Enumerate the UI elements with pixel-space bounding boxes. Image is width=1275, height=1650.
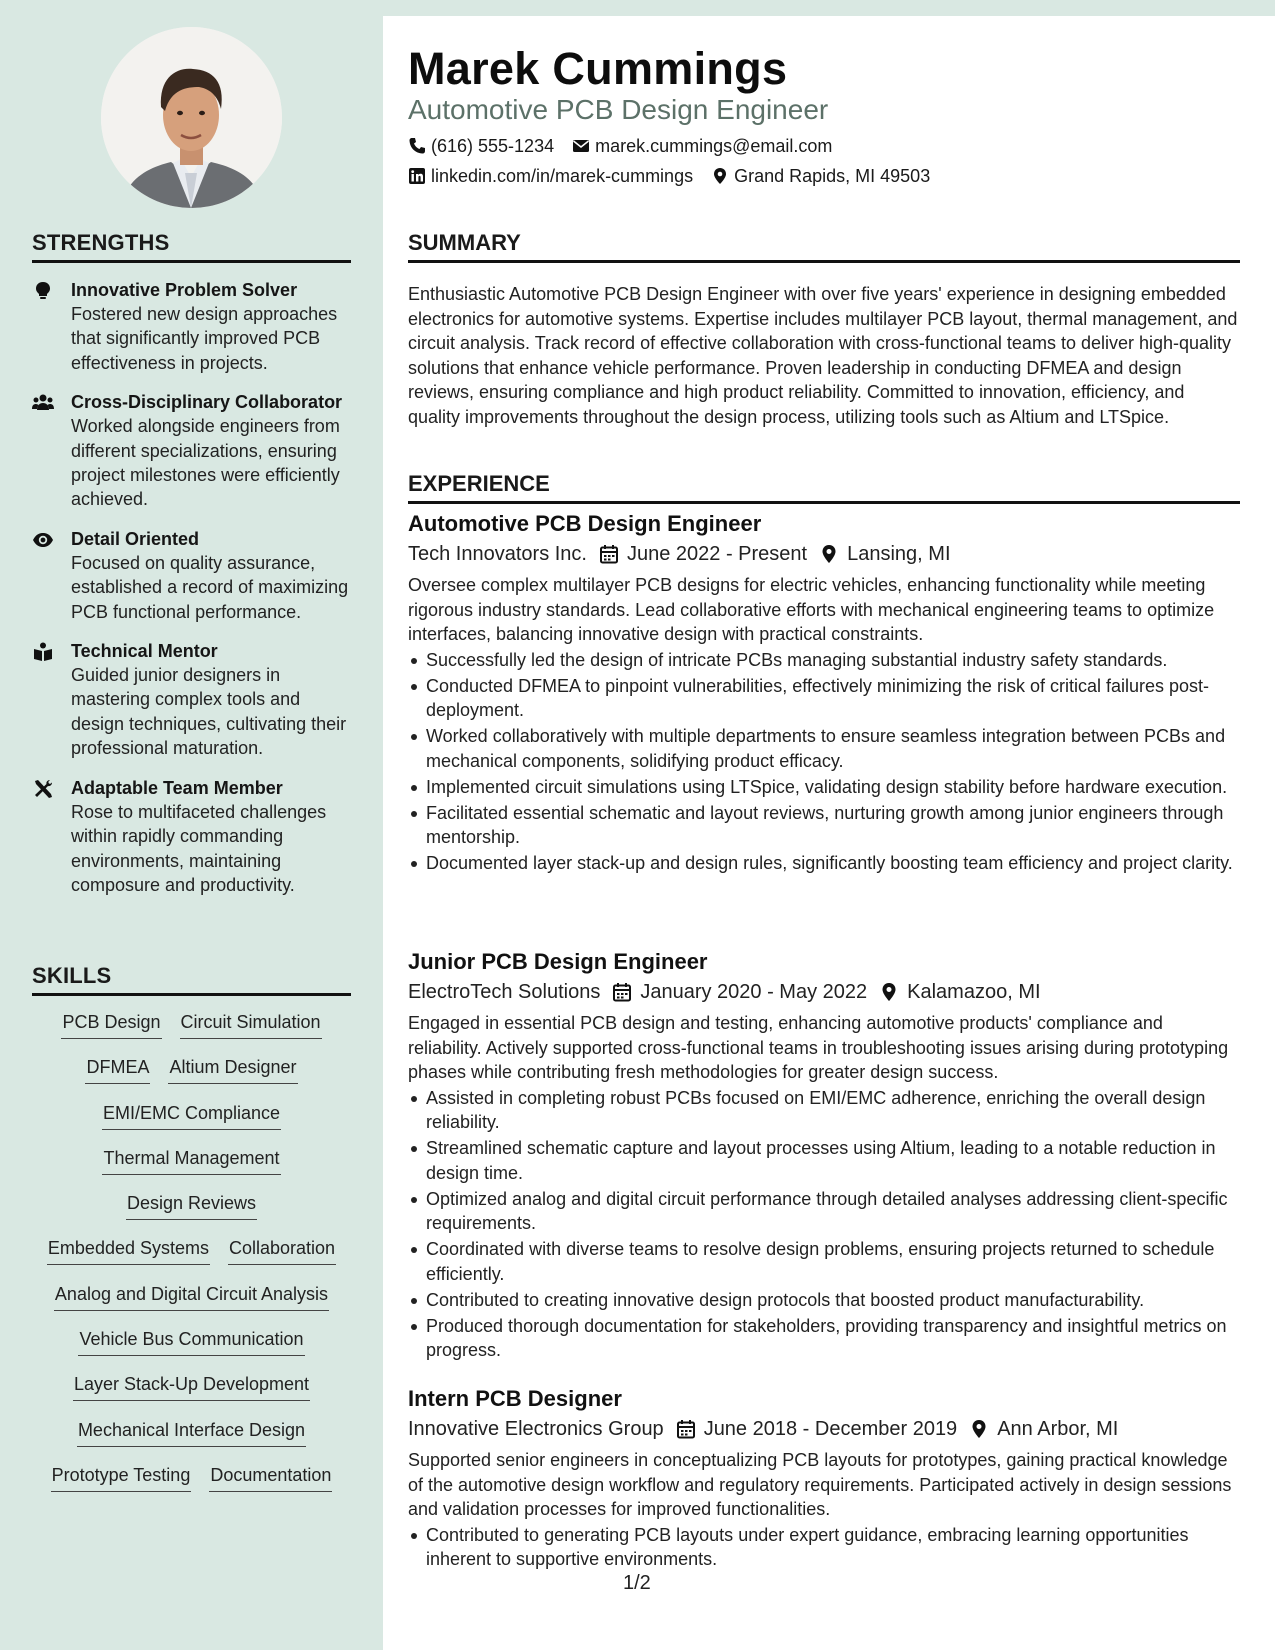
job-role: Intern PCB Designer bbox=[408, 1386, 622, 1411]
eye-icon bbox=[32, 530, 54, 550]
strength-desc: Rose to multifaceted challenges within rapidly commanding environments, maintaining composure and productivity. bbox=[71, 801, 327, 895]
strength-desc: Fostered new design approaches that significantly improved PCB effectiveness in projects. bbox=[71, 304, 338, 373]
bullet-item: Successfully led the design of intricate PCBs managing substantial industry safety standards. bbox=[408, 648, 1240, 673]
skill-tag: Circuit Simulation bbox=[180, 1010, 322, 1039]
profile-photo bbox=[101, 27, 282, 208]
strength-item bbox=[32, 527, 351, 624]
linkedin-text: linkedin.com/in/marek-cummings bbox=[431, 166, 694, 186]
experience-item bbox=[408, 1384, 1240, 1573]
job-location: Ann Arbor, MI bbox=[997, 1418, 1119, 1440]
bullet-item: Implemented circuit simulations using LTSpice, validating design stability before hardware execution. bbox=[408, 775, 1240, 800]
skill-tag: EMI/EMC Compliance bbox=[102, 1101, 281, 1130]
skill-tag: Mechanical Interface Design bbox=[77, 1418, 306, 1447]
job-company: Tech Innovators Inc. bbox=[408, 543, 587, 565]
strength-item bbox=[32, 776, 351, 898]
skill-tag: Design Reviews bbox=[126, 1191, 257, 1220]
bullet-item: Conducted DFMEA to pinpoint vulnerabilities, effectively minimizing the risk of critical failures post-deployment. bbox=[408, 674, 1240, 723]
bullet-item: Contributed to generating PCB layouts under expert guidance, embracing learning opportunities inherent to supportive environments. bbox=[408, 1523, 1240, 1572]
email-contact[interactable] bbox=[572, 134, 832, 158]
skill-tag: Vehicle Bus Communication bbox=[78, 1327, 304, 1356]
skill-tag: Analog and Digital Circuit Analysis bbox=[54, 1282, 329, 1311]
job-location: Kalamazoo, MI bbox=[907, 981, 1041, 1003]
location-text: Grand Rapids, MI 49503 bbox=[734, 166, 931, 186]
strengths-title: STRENGTHS bbox=[32, 230, 351, 263]
job-description: Engaged in essential PCB design and testing, enhancing automotive products' compliance and reliability. Actively supported cross-functional teams in troubleshooting issues arising during prototyping phases while contributing fresh methodologies for greater design success. bbox=[408, 1013, 1229, 1083]
strength-title: Technical Mentor bbox=[71, 641, 218, 662]
contact-row bbox=[408, 134, 832, 158]
strength-title: Cross-Disciplinary Collaborator bbox=[71, 392, 343, 413]
job-meta bbox=[408, 1414, 1240, 1444]
skill-tag: Layer Stack-Up Development bbox=[73, 1372, 310, 1401]
phone-contact bbox=[408, 134, 554, 158]
skill-tag: DFMEA bbox=[85, 1055, 150, 1084]
email-icon bbox=[572, 137, 590, 155]
bullet-item: Facilitated essential schematic and layout reviews, nurturing growth among junior engineers through mentorship. bbox=[408, 801, 1240, 850]
map-pin-icon bbox=[969, 1419, 989, 1439]
calendar-icon bbox=[612, 982, 632, 1002]
job-dates: January 2020 - May 2022 bbox=[640, 981, 868, 1003]
strengths-section bbox=[32, 230, 351, 897]
map-pin-icon bbox=[819, 544, 839, 564]
job-meta bbox=[408, 539, 1240, 569]
bullet-item: Coordinated with diverse teams to resolve design problems, ensuring projects returned to schedule efficiently. bbox=[408, 1237, 1240, 1286]
job-description: Oversee complex multilayer PCB designs for electric vehicles, enhancing functionality while meeting rigorous industry standards. Lead collaborative efforts with mechanical engineering teams to optimize interfaces, balancing innovative design with practical constraints. bbox=[408, 575, 1215, 645]
skill-tag: Altium Designer bbox=[168, 1055, 297, 1084]
job-dates: June 2022 - Present bbox=[626, 543, 808, 565]
users-icon bbox=[32, 393, 54, 413]
job-bullets bbox=[408, 1086, 1240, 1363]
job-location: Lansing, MI bbox=[847, 543, 951, 565]
skill-tag: Embedded Systems bbox=[47, 1236, 210, 1265]
skill-tag: Prototype Testing bbox=[51, 1463, 192, 1492]
bullet-item: Contributed to creating innovative design protocols that boosted product manufacturability. bbox=[408, 1288, 1240, 1313]
candidate-name: Marek Cummings bbox=[408, 43, 788, 94]
strength-title: Innovative Problem Solver bbox=[71, 280, 298, 300]
strength-title: Adaptable Team Member bbox=[71, 777, 283, 798]
skills-list bbox=[32, 1010, 351, 1508]
skills-title: SKILLS bbox=[32, 963, 351, 996]
summary-text: Enthusiastic Automotive PCB Design Engineer with over five years' experience in designing embedded electronics for automotive systems. Expertise includes multilayer PCB layout, thermal management, and circuit analysis. Track record of effective collaboration with cross-functional teams to deliver high-quality solutions that enhance vehicle performance. Proven leadership in conducting DFMEA and design reviews, ensuring compliance and high product reliability. Committed to innovation, efficiency, and quality improvements throughout the design process, utilizing tools such as Altium and LTSpice. bbox=[408, 284, 1238, 427]
skills-section bbox=[32, 963, 351, 1508]
skill-tag: PCB Design bbox=[61, 1010, 161, 1039]
strength-title: Detail Oriented bbox=[71, 528, 200, 549]
lightbulb-icon bbox=[32, 281, 54, 301]
bullet-item: Assisted in completing robust PCBs focused on EMI/EMC adherence, enriching the overall design reliability. bbox=[408, 1086, 1240, 1135]
tools-icon bbox=[32, 779, 54, 799]
job-role: Junior PCB Design Engineer bbox=[408, 949, 708, 974]
bullet-item: Documented layer stack-up and design rules, significantly boosting team efficiency and project clarity. bbox=[408, 851, 1240, 876]
strength-desc: Focused on quality assurance, established a record of maximizing PCB functional performance. bbox=[71, 552, 349, 622]
summary-title: SUMMARY bbox=[408, 230, 1240, 263]
candidate-title: Automotive PCB Design Engineer bbox=[408, 94, 829, 125]
experience-item bbox=[408, 947, 1240, 1364]
phone-text: (616) 555-1234 bbox=[431, 136, 555, 156]
location-contact bbox=[711, 164, 930, 188]
phone-icon bbox=[408, 137, 426, 155]
skill-tag: Thermal Management bbox=[102, 1146, 280, 1175]
map-pin-icon bbox=[711, 167, 729, 185]
job-meta bbox=[408, 977, 1240, 1007]
job-company: ElectroTech Solutions bbox=[408, 981, 601, 1003]
bullet-item: Optimized analog and digital circuit performance through detailed analyses addressing client-specific requirements. bbox=[408, 1187, 1240, 1236]
bullet-item: Worked collaboratively with multiple departments to ensure seamless integration between PCBs and mechanical components, solidifying product efficacy. bbox=[408, 724, 1240, 773]
bullet-item: Produced thorough documentation for stakeholders, providing transparency and insightful metrics on progress. bbox=[408, 1314, 1240, 1363]
strength-item bbox=[32, 390, 351, 512]
job-role: Automotive PCB Design Engineer bbox=[408, 511, 762, 536]
strength-item bbox=[32, 639, 351, 761]
linkedin-contact[interactable] bbox=[408, 164, 693, 188]
mentor-icon bbox=[32, 642, 54, 662]
calendar-icon bbox=[676, 1419, 696, 1439]
job-company: Innovative Electronics Group bbox=[408, 1418, 664, 1440]
strength-desc: Worked alongside engineers from different specializations, ensuring project milestones were efficiently achieved. bbox=[71, 416, 340, 510]
experience-item bbox=[408, 509, 1240, 877]
strength-item bbox=[32, 278, 351, 375]
email-text: marek.cummings@email.com bbox=[595, 136, 833, 156]
skill-tag: Collaboration bbox=[228, 1236, 336, 1265]
job-description: Supported senior engineers in conceptualizing PCB layouts for prototypes, gaining practical knowledge of the automotive design workflow and regulatory requirements. Participated actively in design sessions and validation processes for improved functionalities. bbox=[408, 1450, 1232, 1520]
page-number: 1/2 bbox=[623, 1572, 651, 1594]
bullet-item: Streamlined schematic capture and layout processes using Altium, leading to a notable reduction in design time. bbox=[408, 1136, 1240, 1185]
contact-row-2 bbox=[408, 164, 930, 188]
skill-tag: Documentation bbox=[209, 1463, 332, 1492]
linkedin-icon bbox=[408, 167, 426, 185]
map-pin-icon bbox=[879, 982, 899, 1002]
job-dates: June 2018 - December 2019 bbox=[703, 1418, 958, 1440]
calendar-icon bbox=[599, 544, 619, 564]
job-bullets bbox=[408, 1523, 1240, 1572]
top-band bbox=[383, 0, 1275, 16]
strength-desc: Guided junior designers in mastering complex tools and design techniques, cultivating their professional maturation. bbox=[71, 665, 347, 759]
job-bullets bbox=[408, 648, 1240, 876]
experience-title: EXPERIENCE bbox=[408, 471, 1240, 504]
